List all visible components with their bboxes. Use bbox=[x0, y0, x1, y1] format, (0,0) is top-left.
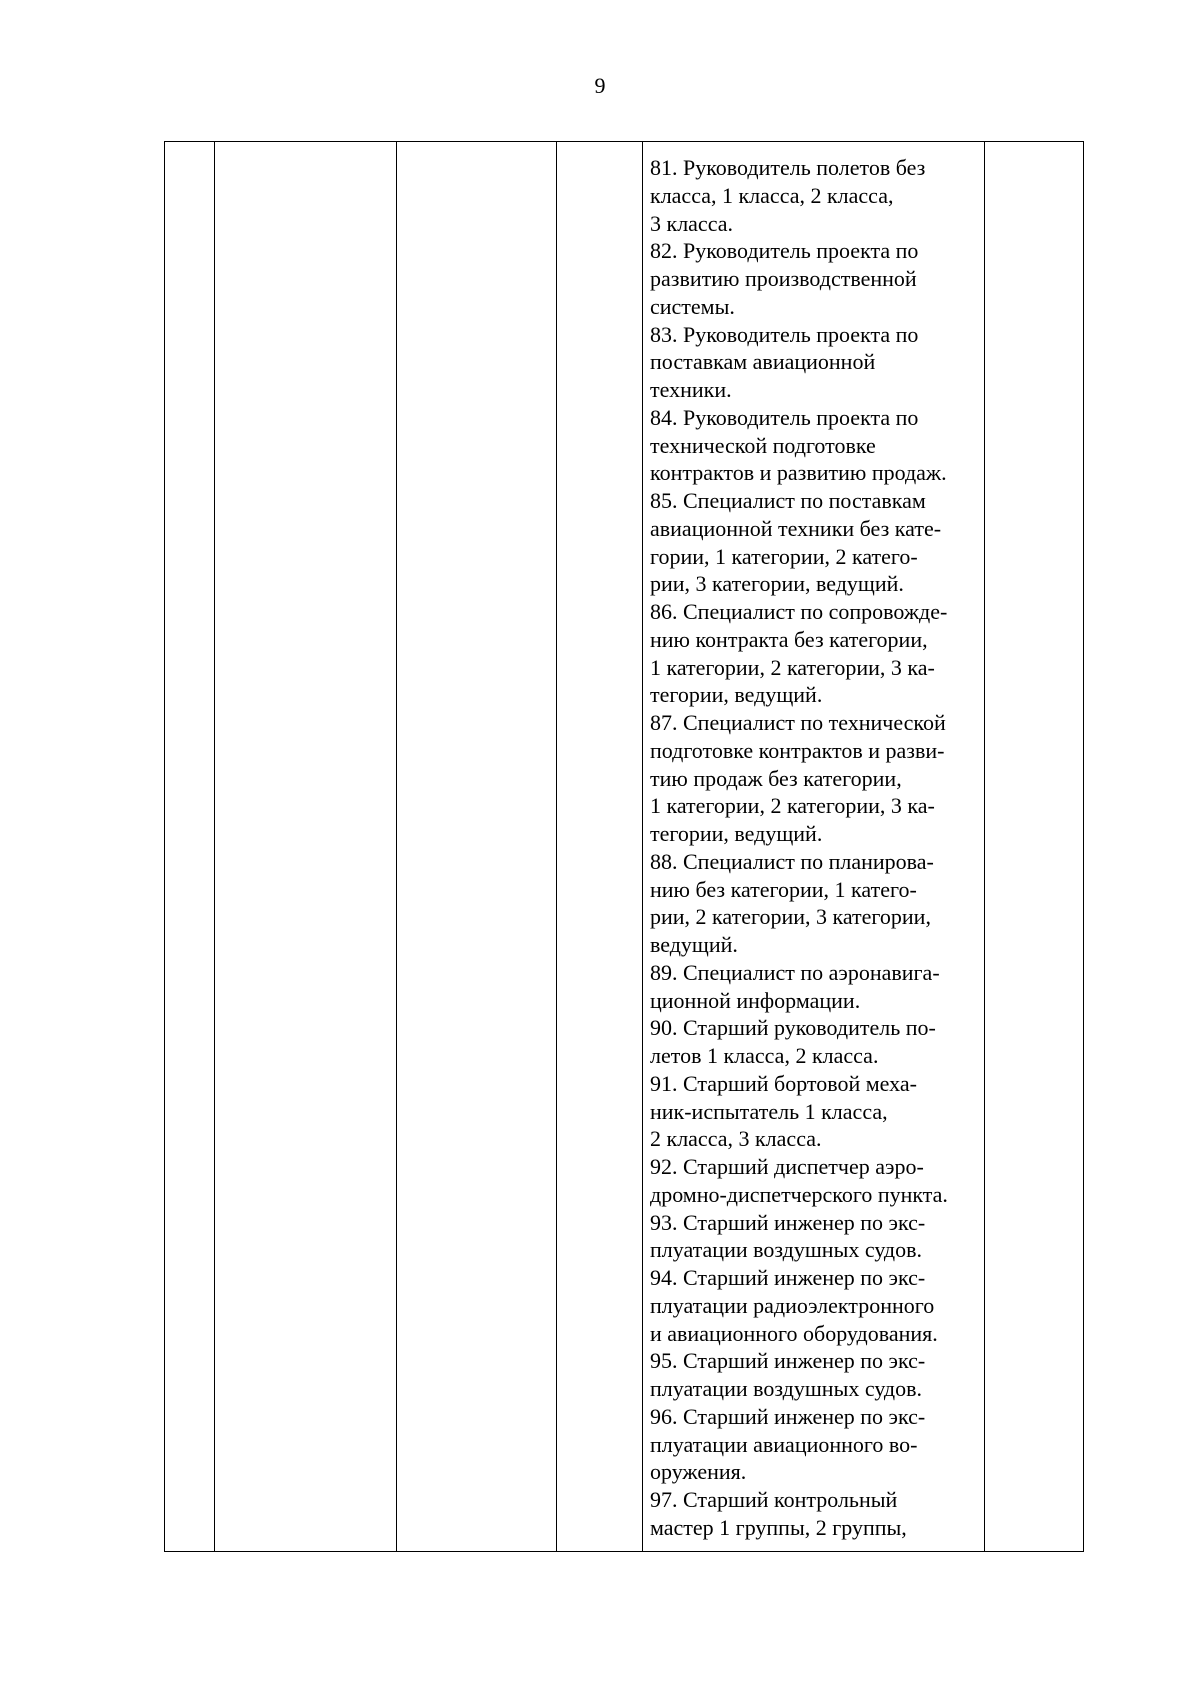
list-item-line: дромно-диспетчерского пункта. bbox=[650, 1181, 948, 1207]
list-item-line: авиационной техники без кате- bbox=[650, 515, 942, 541]
list-item-line: и авиационного оборудования. bbox=[650, 1320, 938, 1346]
list-item-line: рии, 3 категории, ведущий. bbox=[650, 571, 904, 597]
list-item-line: поставкам авиационной bbox=[650, 349, 876, 375]
list-item-line: тегории, ведущий. bbox=[650, 682, 823, 708]
table-row bbox=[165, 142, 1084, 1552]
list-item-line: системы. bbox=[650, 293, 735, 319]
list-item-line: мастер 1 группы, 2 группы, bbox=[650, 1514, 907, 1540]
list-item-line: плуатации воздушных судов. bbox=[650, 1237, 923, 1263]
list-item-line: ционной информации. bbox=[650, 987, 861, 1013]
list-item-line: 1 категории, 2 категории, 3 ка- bbox=[650, 654, 935, 680]
list-item-line: плуатации воздушных судов. bbox=[650, 1376, 923, 1401]
list-item-line: ведущий. bbox=[650, 932, 738, 957]
list-item-line: 85. Специалист по поставкам bbox=[650, 488, 926, 513]
list-item-line: нию контракта без категории, bbox=[650, 626, 928, 652]
list-item-line: 84. Руководитель проекта по bbox=[650, 404, 919, 430]
list-item-line: 81. Руководитель полетов без bbox=[650, 155, 926, 180]
list-item-line: 86. Специалист по сопровожде- bbox=[650, 599, 948, 624]
list-item-line: плуатации радиоэлектронного bbox=[650, 1292, 935, 1318]
list-item-line: оружения. bbox=[650, 1459, 747, 1485]
list-item-line: 92. Старший диспетчер аэро- bbox=[650, 1154, 924, 1179]
list-item-line: техники. bbox=[650, 377, 732, 402]
table-cell-col2 bbox=[215, 142, 397, 1552]
list-item-line: 3 класса. bbox=[650, 210, 733, 236]
list-item-line: ник-испытатель 1 класса, bbox=[650, 1098, 888, 1124]
positions-list bbox=[643, 142, 984, 1542]
list-item-line: 90. Старший руководитель по- bbox=[650, 1015, 936, 1041]
table-cell-col1 bbox=[165, 142, 215, 1552]
list-item-line: тегории, ведущий. bbox=[650, 821, 823, 846]
list-item-line: рии, 2 категории, 3 категории, bbox=[650, 904, 931, 930]
list-item-line: 87. Специалист по технической bbox=[650, 710, 946, 735]
list-item-line: гории, 1 категории, 2 катего- bbox=[650, 543, 918, 569]
list-item-line: 91. Старший бортовой меха- bbox=[650, 1070, 917, 1096]
list-item-line: 89. Специалист по аэронавига- bbox=[650, 959, 940, 985]
table-cell-positions bbox=[643, 142, 985, 1552]
list-item-line: 97. Старший контрольный bbox=[650, 1487, 898, 1512]
list-item-line: подготовке контрактов и разви- bbox=[650, 737, 945, 763]
table-cell-col4 bbox=[557, 142, 643, 1552]
list-item-line: развитию производственной bbox=[650, 266, 917, 291]
list-item-line: 96. Старший инженер по экс- bbox=[650, 1403, 926, 1429]
list-item-line: 1 категории, 2 категории, 3 ка- bbox=[650, 793, 935, 819]
list-item-line: летов 1 класса, 2 класса. bbox=[650, 1043, 879, 1068]
positions-table bbox=[164, 141, 1084, 1552]
list-item-line: 88. Специалист по планирова- bbox=[650, 848, 934, 874]
list-item-line: плуатации авиационного во- bbox=[650, 1431, 918, 1457]
list-item-line: 83. Руководитель проекта по bbox=[650, 321, 919, 347]
table-cell-col6 bbox=[985, 142, 1084, 1552]
list-item-line: нию без категории, 1 катего- bbox=[650, 876, 917, 902]
page-number: 9 bbox=[594, 73, 606, 98]
list-item-line: 94. Старший инженер по экс- bbox=[650, 1265, 926, 1290]
list-item-line: тию продаж без категории, bbox=[650, 765, 902, 791]
list-item-line: контрактов и развитию продаж. bbox=[650, 460, 947, 486]
list-item-line: 2 класса, 3 класса. bbox=[650, 1126, 822, 1152]
list-item-line: 82. Руководитель проекта по bbox=[650, 238, 919, 264]
list-item-line: технической подготовке bbox=[650, 432, 876, 458]
list-item-line: 95. Старший инженер по экс- bbox=[650, 1348, 926, 1374]
list-item-line: класса, 1 класса, 2 класса, bbox=[650, 182, 894, 208]
table-cell-col3 bbox=[397, 142, 557, 1552]
list-item-line: 93. Старший инженер по экс- bbox=[650, 1209, 926, 1235]
